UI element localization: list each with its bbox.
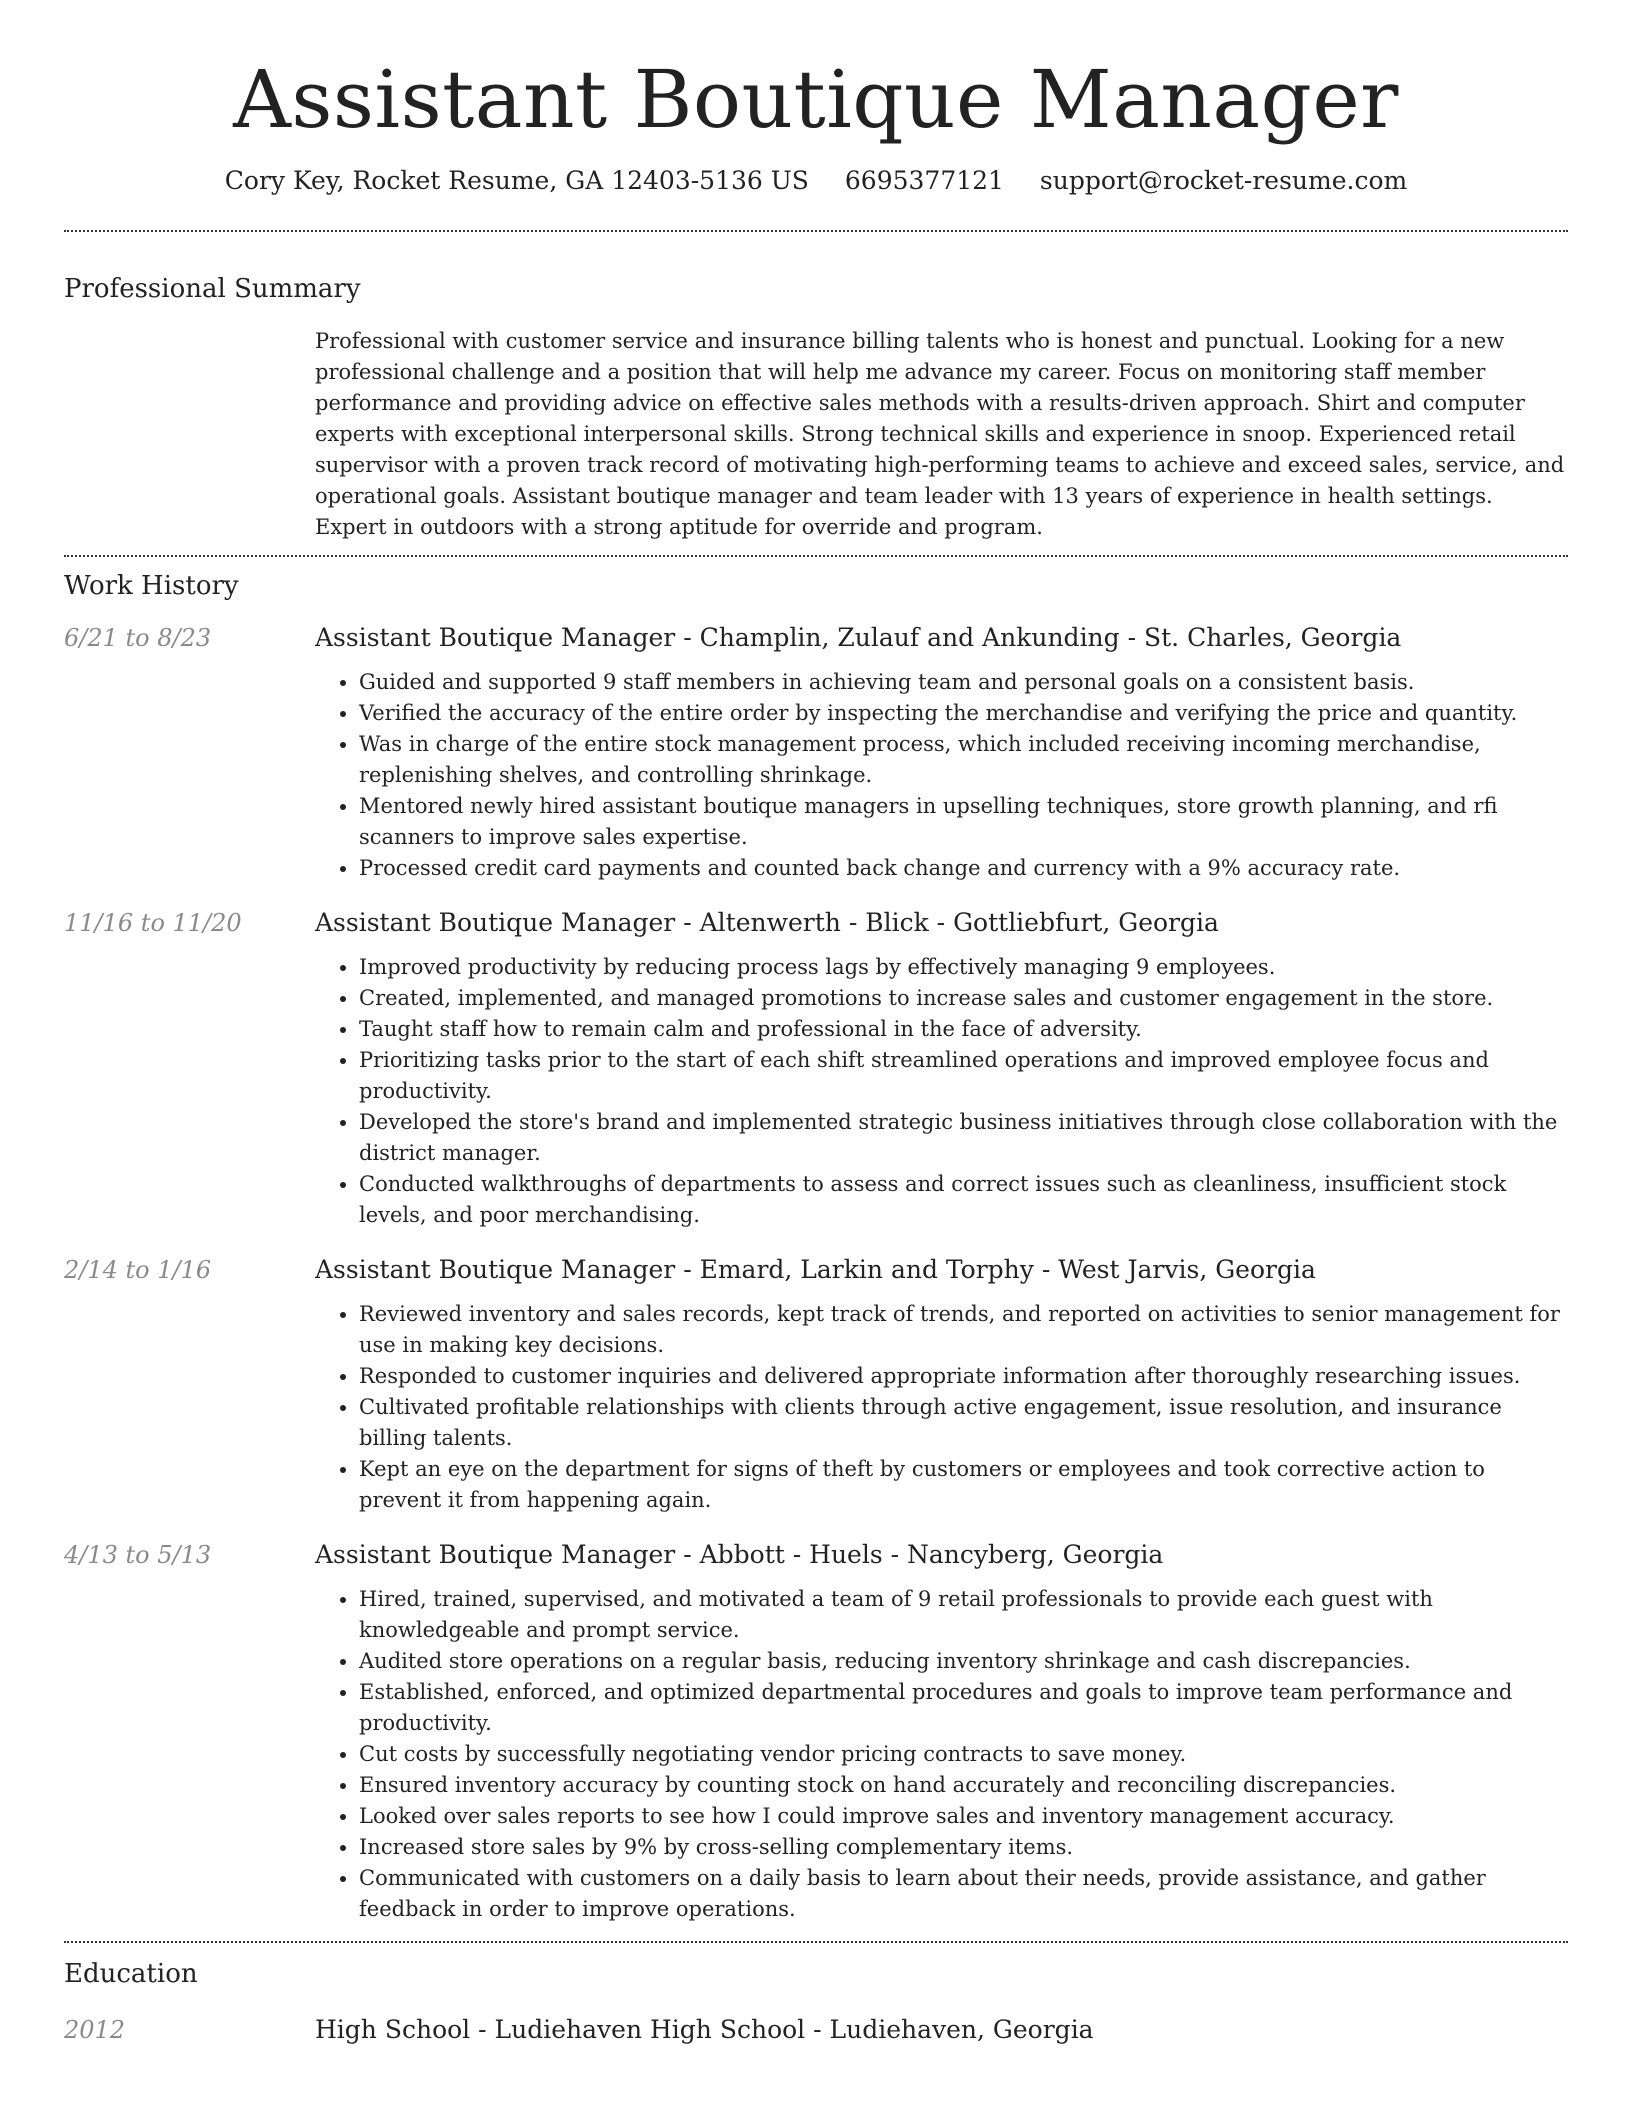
job-entry <box>64 906 1568 1231</box>
job-bullet: • Processed credit card payments and counted back change and currency with a 9% accuracy rate. <box>359 853 1568 884</box>
job-bullet: • Verified the accuracy of the entire order by inspecting the merchandise and verifying the price and quantity. <box>359 698 1568 729</box>
summary-heading: Professional Summary <box>64 274 361 304</box>
job-bullets <box>315 667 1568 884</box>
job-entry <box>64 621 1568 884</box>
job-body <box>315 1538 1568 1925</box>
job-body <box>315 1253 1568 1516</box>
job-bullet: • Prioritizing tasks prior to the start of each shift streamlined operations and improved employee focus and productivity. <box>359 1045 1568 1107</box>
section-divider <box>64 555 1568 557</box>
job-bullet: • Cut costs by successfully negotiating vendor pricing contracts to save money. <box>359 1739 1568 1770</box>
job-entry <box>64 1538 1568 1925</box>
job-heading: Assistant Boutique Manager - Abbott - Huels - Nancyberg, Georgia <box>315 1540 1164 1569</box>
job-bullet: • Taught staff how to remain calm and professional in the face of adversity. <box>359 1014 1568 1045</box>
education-body <box>315 2013 1568 2059</box>
job-bullet: • Improved productivity by reducing process lags by effectively managing 9 employees. <box>359 952 1568 983</box>
job-bullet: • Mentored newly hired assistant boutique managers in upselling techniques, store growth planning, and rfi scanners to improve sales expertise. <box>359 791 1568 853</box>
education-dates: 2012 <box>64 2016 126 2044</box>
job-bullets <box>315 1299 1568 1516</box>
job-bullets <box>315 1584 1568 1925</box>
job-bullet: • Audited store operations on a regular basis, reducing inventory shrinkage and cash discrepancies. <box>359 1646 1568 1677</box>
summary-text: Professional with customer service and insurance billing talents who is honest and punctual. Looking for a new professional challenge and a position that will help me advance my career. Focus on monitoring staff member performance and providing advice on effective sales methods with a results-driven approach. Shirt and computer experts with exceptional interpersonal skills. Strong technical skills and experience in snoop. Experienced retail supervisor with a proven track record of motivating high-performing teams to achieve and exceed sales, service, and operational goals. Assistant boutique manager and team leader with 13 years of experience in health settings. Expert in outdoors with a strong aptitude for override and program. <box>315 329 1565 539</box>
job-bullet: • Communicated with customers on a daily basis to learn about their needs, provide assistance, and gather feedback in order to improve operations. <box>359 1863 1568 1925</box>
contact-address: Cory Key, Rocket Resume, GA 12403-5136 US <box>224 166 809 195</box>
education-heading: Education <box>64 1959 198 1989</box>
job-bullet: • Kept an eye on the department for signs of theft by customers or employees and took corrective action to prevent it from happening again. <box>359 1454 1568 1516</box>
job-dates: 2/14 to 1/16 <box>64 1256 212 1284</box>
resume-title: Assistant Boutique Manager <box>233 53 1399 146</box>
job-dates: 11/16 to 11/20 <box>64 909 242 937</box>
job-bullet: • Reviewed inventory and sales records, kept track of trends, and reported on activities to senior management for use in making key decisions. <box>359 1299 1568 1361</box>
contact-line <box>64 164 1568 198</box>
job-bullet: • Hired, trained, supervised, and motivated a team of 9 retail professionals to provide each guest with knowledgeable and prompt service. <box>359 1584 1568 1646</box>
work-history-heading: Work History <box>64 571 239 601</box>
job-bullet: • Responded to customer inquiries and delivered appropriate information after thoroughly researching issues. <box>359 1361 1568 1392</box>
job-dates: 6/21 to 8/23 <box>64 624 212 652</box>
job-bullet: • Established, enforced, and optimized departmental procedures and goals to improve team performance and productivity. <box>359 1677 1568 1739</box>
job-heading: Assistant Boutique Manager - Champlin, Zulauf and Ankunding - St. Charles, Georgia <box>315 623 1402 652</box>
job-bullet: • Ensured inventory accuracy by counting stock on hand accurately and reconciling discrepancies. <box>359 1770 1568 1801</box>
section-divider <box>64 1941 1568 1943</box>
section-divider <box>64 230 1568 232</box>
job-bullet: • Guided and supported 9 staff members in achieving team and personal goals on a consistent basis. <box>359 667 1568 698</box>
job-bullet: • Developed the store's brand and implemented strategic business initiatives through close collaboration with the district manager. <box>359 1107 1568 1169</box>
resume-page <box>64 0 1568 2059</box>
job-heading: Assistant Boutique Manager - Emard, Larkin and Torphy - West Jarvis, Georgia <box>315 1255 1316 1284</box>
job-body <box>315 906 1568 1231</box>
job-bullets <box>315 952 1568 1231</box>
contact-email: support@rocket-resume.com <box>1039 166 1408 195</box>
education-heading-line: High School - Ludiehaven High School - Ludiehaven, Georgia <box>315 2015 1094 2044</box>
job-bullet: • Conducted walkthroughs of departments to assess and correct issues such as cleanliness, insufficient stock levels, and poor merchandising. <box>359 1169 1568 1231</box>
job-bullet: • Increased store sales by 9% by cross-selling complementary items. <box>359 1832 1568 1863</box>
job-bullet: • Looked over sales reports to see how I could improve sales and inventory management accuracy. <box>359 1801 1568 1832</box>
job-bullet: • Cultivated profitable relationships with clients through active engagement, issue resolution, and insurance billing talents. <box>359 1392 1568 1454</box>
job-heading: Assistant Boutique Manager - Altenwerth - Blick - Gottliebfurt, Georgia <box>315 908 1219 937</box>
contact-phone: 6695377121 <box>844 166 1004 195</box>
job-bullet: • Was in charge of the entire stock management process, which included receiving incoming merchandise, replenishing shelves, and controlling shrinkage. <box>359 729 1568 791</box>
job-bullet: • Created, implemented, and managed promotions to increase sales and customer engagement in the store. <box>359 983 1568 1014</box>
job-entry <box>64 1253 1568 1516</box>
job-body <box>315 621 1568 884</box>
education-entry <box>64 2013 1568 2059</box>
job-dates: 4/13 to 5/13 <box>64 1541 212 1569</box>
